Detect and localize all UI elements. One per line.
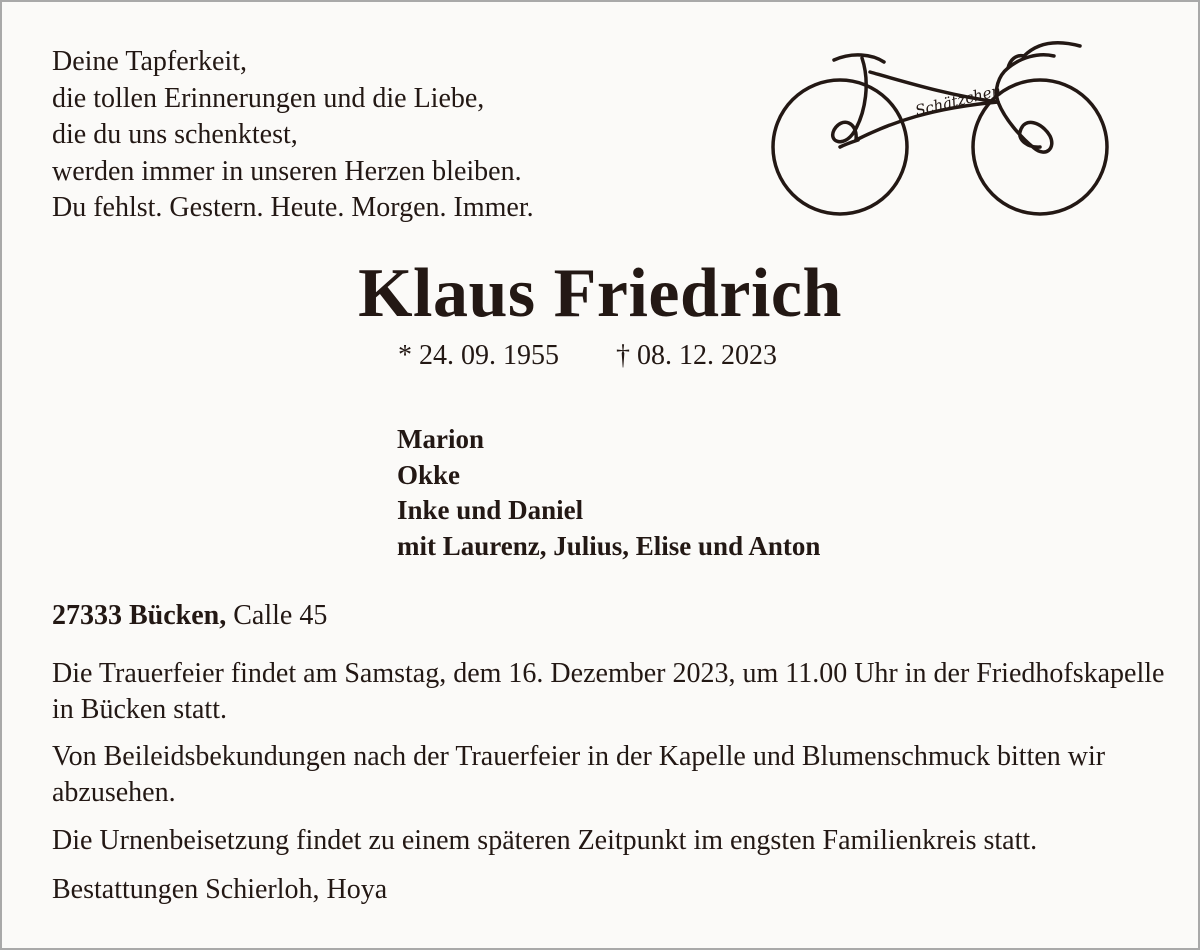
bicycle-inscription: Schätzchen <box>913 81 1003 120</box>
mourners-list <box>397 422 820 564</box>
poem-line: werden immer in unseren Herzen bleiben. <box>52 155 522 187</box>
urn-burial-info: Die Urnenbeisetzung findet zu einem späteren Zeitpunkt im engsten Familienkreis statt. <box>52 825 1038 856</box>
poem-line: Deine Tapferkeit, <box>52 46 247 77</box>
birth-date: * 24. 09. 1955 <box>398 340 559 371</box>
address-street: Calle 45 <box>233 600 328 631</box>
family-address <box>52 600 327 632</box>
address-place: 27333 Bücken, <box>52 600 227 631</box>
life-dates <box>398 340 777 372</box>
memorial-poem <box>52 44 534 227</box>
death-date: † 08. 12. 2023 <box>616 340 777 371</box>
mourner-line: Inke und Daniel <box>397 495 584 525</box>
funeral-service-info: Die Trauerfeier findet am Samstag, dem 16. Dezember 2023, um 11.00 Uhr in der Friedhofskapelle in Bücken statt. <box>52 658 1165 725</box>
mourner-line: mit Laurenz, Julius, Elise und Anton <box>397 530 821 561</box>
bicycle-drawing-icon <box>762 32 1112 222</box>
mourner-line: Marion <box>397 424 484 454</box>
poem-line: die du uns schenktest, <box>52 119 298 150</box>
poem-line: Du fehlst. Gestern. Heute. Morgen. Immer. <box>52 192 534 223</box>
poem-line: die tollen Erinnerungen und die Liebe, <box>52 82 485 114</box>
mourner-line: Okke <box>397 459 461 490</box>
condolence-request: Von Beileidsbekundungen nach der Trauerfeier in der Kapelle und Blumenschmuck bitten wir abzusehen. <box>52 741 1106 808</box>
funeral-home: Bestattungen Schierloh, Hoya <box>52 874 388 905</box>
deceased-name: Klaus Friedrich <box>358 255 842 332</box>
